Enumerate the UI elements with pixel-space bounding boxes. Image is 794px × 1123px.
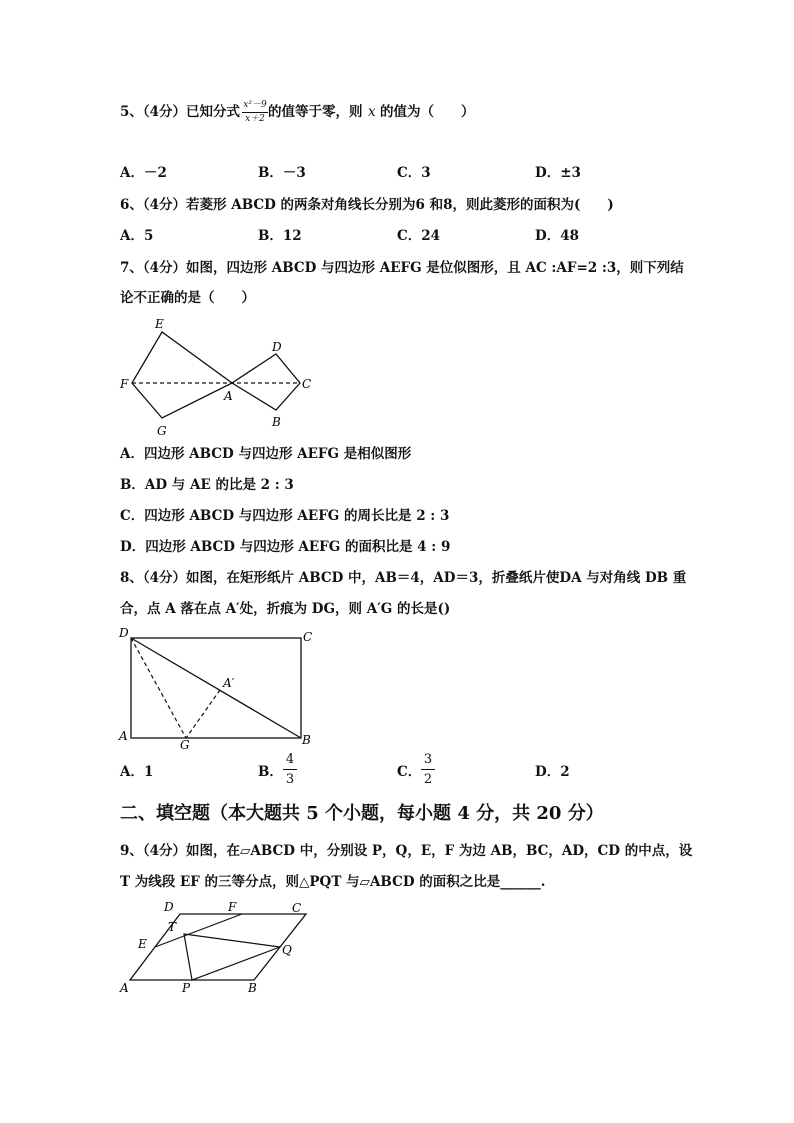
q8-option-b-fraction-bar xyxy=(283,769,297,770)
q8-diagonal-db xyxy=(131,638,301,738)
q8-option-c-denominator: 2 xyxy=(423,772,433,787)
section-2-heading: 二、填空题（本大题共 5 个小题，每小题 4 分，共 20 分） xyxy=(120,803,604,824)
q8-option-c-prefix: C． xyxy=(397,764,422,780)
q6-option-d: D．48 xyxy=(535,228,579,244)
q5-fraction-bar xyxy=(242,112,268,113)
q8-label-a-prime: A′ xyxy=(223,676,235,690)
q7-option-a: A．四边形 ABCD 与四边形 AEFG 是相似图形 xyxy=(120,446,412,462)
q9-label-a: A xyxy=(120,981,129,995)
q7-option-c: C．四边形 ABCD 与四边形 AEFG 的周长比是 2 : 3 xyxy=(120,508,450,524)
q8-stem-line1: 8、（4分）如图，在矩形纸片 ABCD 中，AB＝4，AD＝3，折叠纸片使DA 与对角线 DB 重 xyxy=(120,570,687,586)
q7-label-e: E xyxy=(155,317,164,331)
q6-stem: 6、（4分）若菱形 ABCD 的两条对角线长分别为6 和8，则此菱形的面积为( ) xyxy=(120,197,614,213)
q8-label-b: B xyxy=(302,733,311,747)
q7-label-g: G xyxy=(157,424,167,438)
q8-figure xyxy=(114,624,320,750)
q8-option-b-numerator: 4 xyxy=(285,752,295,767)
q7-quad-abcd xyxy=(232,354,300,410)
q8-option-c-fraction-bar xyxy=(421,769,435,770)
q8-segment-a1g xyxy=(186,690,220,738)
q9-stem-line2: T 为线段 EF 的三等分点，则△PQT 与▱ABCD 的面积之比是______. xyxy=(120,874,546,890)
q5-option-d: D．±3 xyxy=(535,165,581,181)
q6-option-c: C．24 xyxy=(397,228,441,244)
q5-option-c: C．3 xyxy=(397,165,431,181)
q5-stem-part-b: 的值等于零，则 xyxy=(268,104,363,120)
q8-option-b-denominator: 3 xyxy=(285,772,295,787)
q8-label-d: D xyxy=(119,626,129,640)
q9-triangle-pqt xyxy=(184,934,280,980)
q8-option-c-numerator: 3 xyxy=(423,752,433,767)
q8-label-c: C xyxy=(303,630,313,644)
q8-option-c-fraction xyxy=(421,753,435,786)
q9-label-c: C xyxy=(292,901,302,915)
q8-option-b-prefix: B． xyxy=(258,764,283,780)
q6-option-a: A．5 xyxy=(120,228,154,244)
q7-stem-line1: 7、（4分）如图，四边形 ABCD 与四边形 AEFG 是位似图形，且 AC :AF=2 :3，则下列结 xyxy=(120,260,684,276)
q8-label-g: G xyxy=(180,738,190,750)
q7-figure xyxy=(112,314,322,438)
q8-label-a: A xyxy=(119,729,128,743)
q8-stem-line2: 合，点 A 落在点 A′处，折痕为 DG，则 A′G 的长是() xyxy=(120,601,451,617)
q8-fold-dg xyxy=(131,638,186,738)
q8-option-d: D．2 xyxy=(535,764,570,780)
q7-label-b: B xyxy=(272,415,281,429)
q5-option-a: A．－2 xyxy=(120,165,167,181)
q9-label-f: F xyxy=(228,900,237,914)
q8-option-b-fraction xyxy=(283,753,297,786)
q9-label-p: P xyxy=(182,981,191,995)
q5-fraction xyxy=(242,101,268,124)
q6-option-b: B．12 xyxy=(258,228,302,244)
q5-stem-part-c: 的值为（ ） xyxy=(380,104,475,120)
q9-label-q: Q xyxy=(282,943,292,957)
q7-label-c: C xyxy=(302,377,312,391)
q9-stem-line1: 9、（4分）如图，在▱ABCD 中，分别设 P，Q，E，F 为边 AB，BC，AD，CD 的中点，设 xyxy=(120,843,693,859)
q9-label-t: T xyxy=(168,920,177,934)
q5-fraction-numerator: x²－9 xyxy=(243,100,267,110)
q9-figure xyxy=(114,898,314,998)
q7-label-a: A xyxy=(224,389,233,403)
q9-label-b: B xyxy=(248,981,257,995)
q5-variable: x xyxy=(368,104,376,120)
q5-fraction-denominator: x＋2 xyxy=(245,114,265,124)
q9-label-e: E xyxy=(138,937,147,951)
q7-quad-aefg xyxy=(132,332,232,418)
q8-option-a: A．1 xyxy=(120,764,154,780)
q9-label-d: D xyxy=(164,900,174,914)
q5-stem-part-a: 5、（4分）已知分式 xyxy=(120,104,241,120)
q7-option-b: B．AD 与 AE 的比是 2 : 3 xyxy=(120,477,294,493)
q7-label-d: D xyxy=(272,340,282,354)
q7-option-d: D．四边形 ABCD 与四边形 AEFG 的面积比是 4 : 9 xyxy=(120,539,451,555)
q7-label-f: F xyxy=(120,377,129,391)
q7-stem-line2: 论不正确的是（ ） xyxy=(120,290,255,306)
q5-option-b: B．－3 xyxy=(258,165,306,181)
